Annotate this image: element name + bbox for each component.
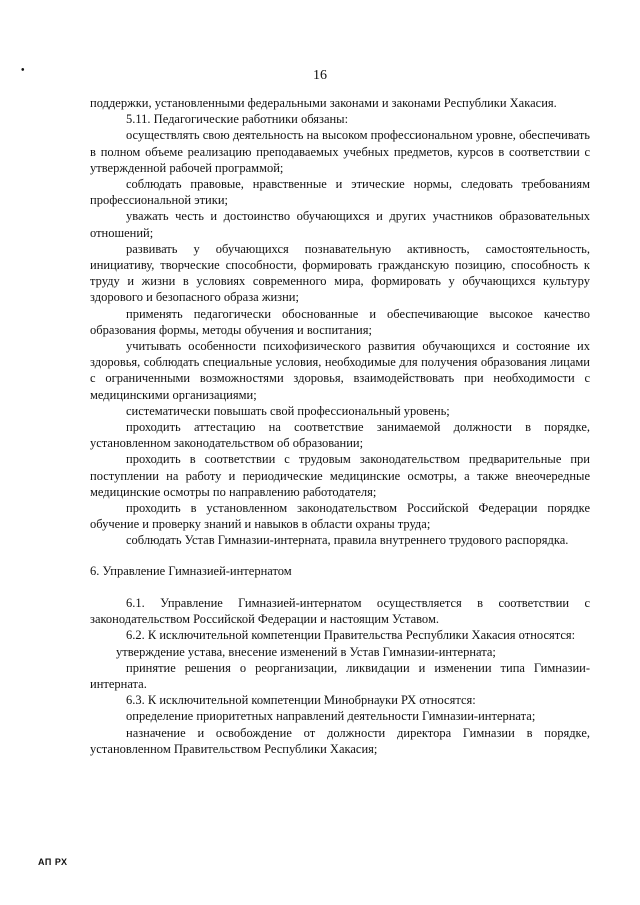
paragraph-continuation: поддержки, установленными федеральными законами и законами Республики Хакасия. [90,96,557,110]
competence-item: принятие решения о реорганизации, ликвидации и изменении типа Гимназии-интерната. [90,660,590,691]
competence-item: утверждение устава, внесение изменений в Устав Гимназии-интерната; [116,644,496,659]
clause-6-3: 6.3. К исключительной компетенции Минобрнауки РХ относятся: [126,693,476,708]
duty-item: учитывать особенности психофизического развития обучающихся и состояние их здоровья, соблюдать специальные условия, необходимые для получения образования лицами с ограниченными возможностями здоровья, взаимодействовать при необходимости с медицинскими организациями; [90,339,590,402]
duty-item: применять педагогически обоснованные и обеспечивающие высокое качество образования формы, методы обучения и воспитания; [90,306,590,337]
duty-item: развивать у обучающихся познавательную активность, самостоятельность, инициативу, творческие способности, формировать гражданскую позицию, способность к труду и жизни в условиях современного мира, формировать у обучающихся культуру здорового и безопасного образа жизни; [90,241,590,305]
footer-stamp: АП РХ [38,857,68,867]
duty-item: соблюдать Устав Гимназии-интерната, правила внутреннего трудового распорядка. [126,533,569,548]
corner-mark: • [21,65,25,76]
duty-item: соблюдать правовые, нравственные и этические нормы, следовать требованиям профессиональной этики; [90,177,590,208]
duty-item: систематически повышать свой профессиональный уровень; [126,403,450,418]
clause-5-11: 5.11. Педагогические работники обязаны: [126,112,349,127]
page-number: 16 [313,68,327,83]
section-heading: 6. Управление Гимназией-интернатом [90,563,292,578]
competence-item: определение приоритетных направлений деятельности Гимназии-интерната; [126,709,536,724]
duty-item: проходить в соответствии с трудовым законодательством предварительные при поступлении на работу и периодические медицинские осмотры, а также внеочередные медицинские осмотры по направлению работодателя; [90,452,590,499]
competence-item: назначение и освобождение от должности директора Гимназии в порядке, установленном Правительством Республики Хакасия; [90,725,590,756]
clause-6-2: 6.2. К исключительной компетенции Правительства Республики Хакасия относятся: [126,628,576,643]
document-body [90,95,590,757]
clause-6-1: 6.1. Управление Гимназией-интернатом осуществляется в соответствии с законодательством Российской Федерации и настоящим Уставом. [90,595,590,627]
duty-item: осуществлять свою деятельность на высоком профессиональном уровне, обеспечивать в полном объеме реализацию преподаваемых учебных предметов, курсов в соответствии с утвержденной рабочей программой; [90,128,590,175]
duty-item: уважать честь и достоинство обучающихся и других участников образовательных отношений; [90,209,590,240]
duty-item: проходить аттестацию на соответствие занимаемой должности в порядке, установленном законодательством об образовании; [90,420,590,451]
duty-item: проходить в установленном законодательством Российской Федерации порядке обучение и проверку знаний и навыков в области охраны труда; [90,501,590,532]
